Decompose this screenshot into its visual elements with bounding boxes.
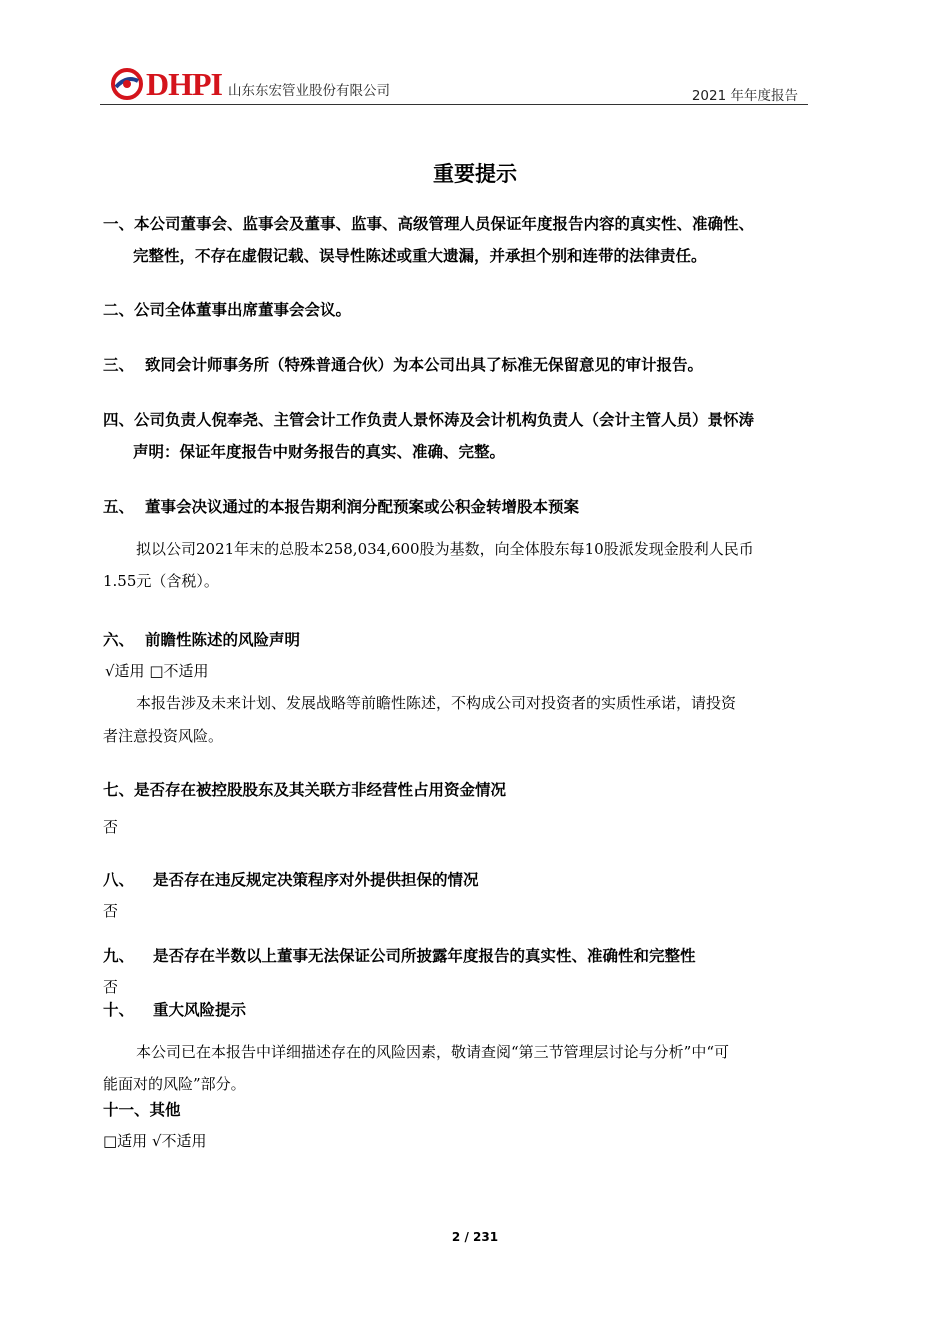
section-4-line-2: 声明：保证年度报告中财务报告的真实、准确、完整。	[133, 443, 506, 461]
section-4-line-1: 四、公司负责人倪奉尧、主管会计工作负责人景怀涛及会计机构负责人（会计主管人员）景怀涛	[103, 411, 755, 429]
section-11-heading: 十一、其他	[103, 1101, 181, 1119]
section-7-heading: 七、是否存在被控股股东及其关联方非经营性占用资金情况	[103, 781, 507, 799]
section-10-number: 十、	[103, 1001, 135, 1019]
section-6-options: √适用 □不适用	[105, 662, 209, 680]
section-5-number: 五、	[103, 498, 135, 516]
section-1-line-2: 完整性，不存在虚假记载、误导性陈述或重大遗漏，并承担个别和连带的法律责任。	[133, 247, 707, 265]
section-6-body-line-2: 者注意投资风险。	[103, 727, 224, 745]
section-3-text: 致同会计师事务所（特殊普通合伙）为本公司出具了标准无保留意见的审计报告。	[145, 356, 704, 374]
section-5-heading: 董事会决议通过的本报告期利润分配预案或公积金转增股本预案	[145, 498, 580, 516]
section-8-number: 八、	[103, 871, 135, 889]
section-6-heading: 前瞻性陈述的风险声明	[145, 631, 301, 649]
section-6-body-line-1: 本报告涉及未来计划、发展战略等前瞻性陈述，不构成公司对投资者的实质性承诺，请投资	[136, 694, 737, 712]
section-7-answer: 否	[103, 818, 119, 836]
section-2: 二、公司全体董事出席董事会会议。	[103, 301, 352, 319]
logo-text: DHPI	[146, 66, 222, 102]
header-divider	[100, 104, 808, 105]
section-11-options: □适用 √不适用	[103, 1132, 207, 1150]
section-9-number: 九、	[103, 947, 135, 965]
section-3-number: 三、	[103, 356, 135, 374]
section-1-line-1: 一、本公司董事会、监事会及董事、监事、高级管理人员保证年度报告内容的真实性、准确性、	[103, 215, 755, 233]
page-number: 2 / 231	[451, 1230, 499, 1244]
section-9-heading: 是否存在半数以上董事无法保证公司所披露年度报告的真实性、准确性和完整性	[153, 947, 696, 965]
section-8-heading: 是否存在违反规定决策程序对外提供担保的情况	[153, 871, 479, 889]
section-9-answer: 否	[103, 978, 119, 996]
section-5-body-line-2: 1.55元（含税）。	[103, 572, 219, 590]
section-6-number: 六、	[103, 631, 135, 649]
page-title: 重要提示	[433, 162, 517, 186]
section-10-body-line-2: 能面对的风险”部分。	[103, 1075, 246, 1093]
dhpi-logo-icon	[110, 67, 144, 101]
section-10-heading: 重大风险提示	[153, 1001, 247, 1019]
section-5-body-line-1: 拟以公司2021年末的总股本258,034,600股为基数，向全体股东每10股派发现金股利人民币	[136, 540, 754, 558]
company-name: 山东东宏管业股份有限公司	[228, 83, 390, 99]
company-logo	[110, 66, 390, 102]
section-8-answer: 否	[103, 902, 119, 920]
section-10-body-line-1: 本公司已在本报告中详细描述存在的风险因素，敬请查阅“第三节管理层讨论与分析”中“可	[136, 1043, 730, 1061]
report-label: 2021 年年度报告	[691, 88, 798, 104]
